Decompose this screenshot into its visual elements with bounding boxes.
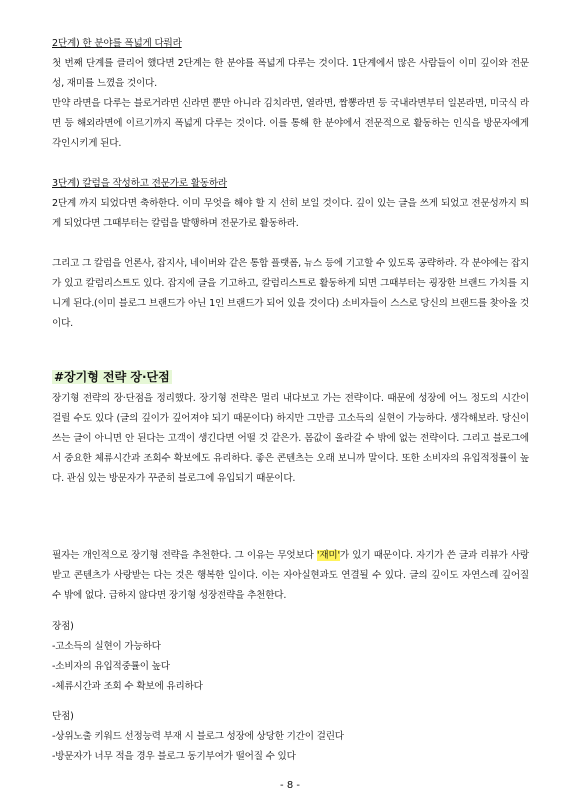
longterm-paragraph-1: 장기형 전략의 장·단점을 정리했다. 장기형 전략은 멀리 내다보고 가는 전략이다. 때문에 성장에 어느 정도의 시간이 걸릴 수도 있다 (글의 깊이가 깊어져야 되기 때문이다) 하지만 그만큼 고소득의 실현이 가능하다. 생각해보라. 당신이 쓰는 글이 아니면 안 된다는 고객이 생긴다면 어떨 것 같은가. 몸값이 올라갈 수 밖에 없는 전략이다. 그리고 블로그에서 중요한 체류시간과 조회수 확보에도 유리하다. 좋은 콘텐츠는 오래 보니까 말이다. 또한 소비자의 유입적정률이 높다. 관심 있는 방문자가 꾸준히 블로그에 유입되기 때문이다. xyxy=(52,393,529,484)
pros-section xyxy=(52,617,529,697)
p2-before: 필자는 개인적으로 장기형 전략을 추천한다. 그 이유는 무엇보다 xyxy=(52,550,317,561)
stage3-paragraph-1: 2단계 까지 되었다면 축하한다. 이미 무엇을 해야 할 지 선히 보일 것이다. 깊이 있는 글을 쓰게 되었고 전문성까지 띄게 되었다면 그때부터는 칼럼을 발행하며 전문가로 활동하라. xyxy=(52,198,529,229)
cons-item: -상위노출 키워드 선정능력 부재 시 블로그 성장에 상당한 기간이 걸린다 xyxy=(52,731,344,742)
stage2-heading: 2단계) 한 분야를 폭넓게 다뤄라 xyxy=(52,38,182,49)
stage2-section-2 xyxy=(52,94,529,154)
longterm-section-2 xyxy=(52,546,529,606)
stage3-paragraph-2: 그리고 그 칼럼을 언론사, 잡지사, 네이버와 같은 통합 플랫폼, 뉴스 등에 기고할 수 있도록 공략하라. 각 분야에는 잡지가 있고 칼럼리스트도 있다. 잡지에 글을 기고하고, 칼럼리스트로 활동하게 되면 그때부터는 굉장한 브랜드 가치를 지니게 된다.(이미 블로그 브랜드가 아닌 1인 브랜드가 되어 있을 것이다) 소비자들이 스스로 당신의 브랜드를 찾아올 것이다. xyxy=(52,258,529,329)
stage2-paragraph-2: 만약 라면을 다루는 블로거라면 신라면 뿐만 아니라 김치라면, 열라면, 짬뽕라면 등 국내라면부터 일본라면, 미국식 라면 등 해외라면에 이르기까지 폭넓게 다루는 것이다. 이를 통해 한 분야에서 전문적으로 활동하는 인식을 방문자에게 각인시키게 된다. xyxy=(52,98,529,149)
fun-highlight: '재미' xyxy=(316,550,340,561)
pros-item: -소비자의 유입적중률이 높다 xyxy=(52,661,170,672)
stage2-paragraph-1: 첫 번째 단계를 클리어 했다면 2단계는 한 분야를 폭넓게 다루는 것이다. 1단계에서 많은 사람들이 이미 깊이와 전문성, 재미를 느꼈을 것이다. xyxy=(52,58,529,89)
pros-label: 장점) xyxy=(52,621,74,632)
stage3-heading: 3단계) 칼럼을 작성하고 전문가로 활동하라 xyxy=(52,178,227,189)
longterm-section xyxy=(52,389,529,489)
longterm-paragraph-2 xyxy=(52,546,529,606)
pros-item: -체류시간과 조회 수 확보에 유리하다 xyxy=(52,681,203,692)
p2-after: 가 있기 때문이다. 자기가 쓴 글과 리뷰가 사랑받고 콘텐츠가 사랑받는 다는 것은 행복한 일이다. 이는 자아실현과도 연결될 수 있다. 글의 깊이도 자연스레 깊어질 수 밖에 없다. 급하지 않다면 장기형 성장전략을 추천한다. xyxy=(52,550,529,601)
stage2-section xyxy=(52,34,529,94)
longterm-title-text: #장기형 전략 장·단점 xyxy=(54,370,170,384)
cons-section xyxy=(52,707,529,767)
cons-item: -방문자가 너무 적을 경우 블로그 동기부여가 떨어질 수 있다 xyxy=(52,751,296,762)
stage3-section xyxy=(52,174,529,234)
page-number: - 8 - xyxy=(280,780,300,791)
cons-label: 단점) xyxy=(52,711,74,722)
longterm-title xyxy=(52,368,172,386)
stage3-section-2 xyxy=(52,254,529,334)
pros-item: -고소득의 실현이 가능하다 xyxy=(52,641,161,652)
